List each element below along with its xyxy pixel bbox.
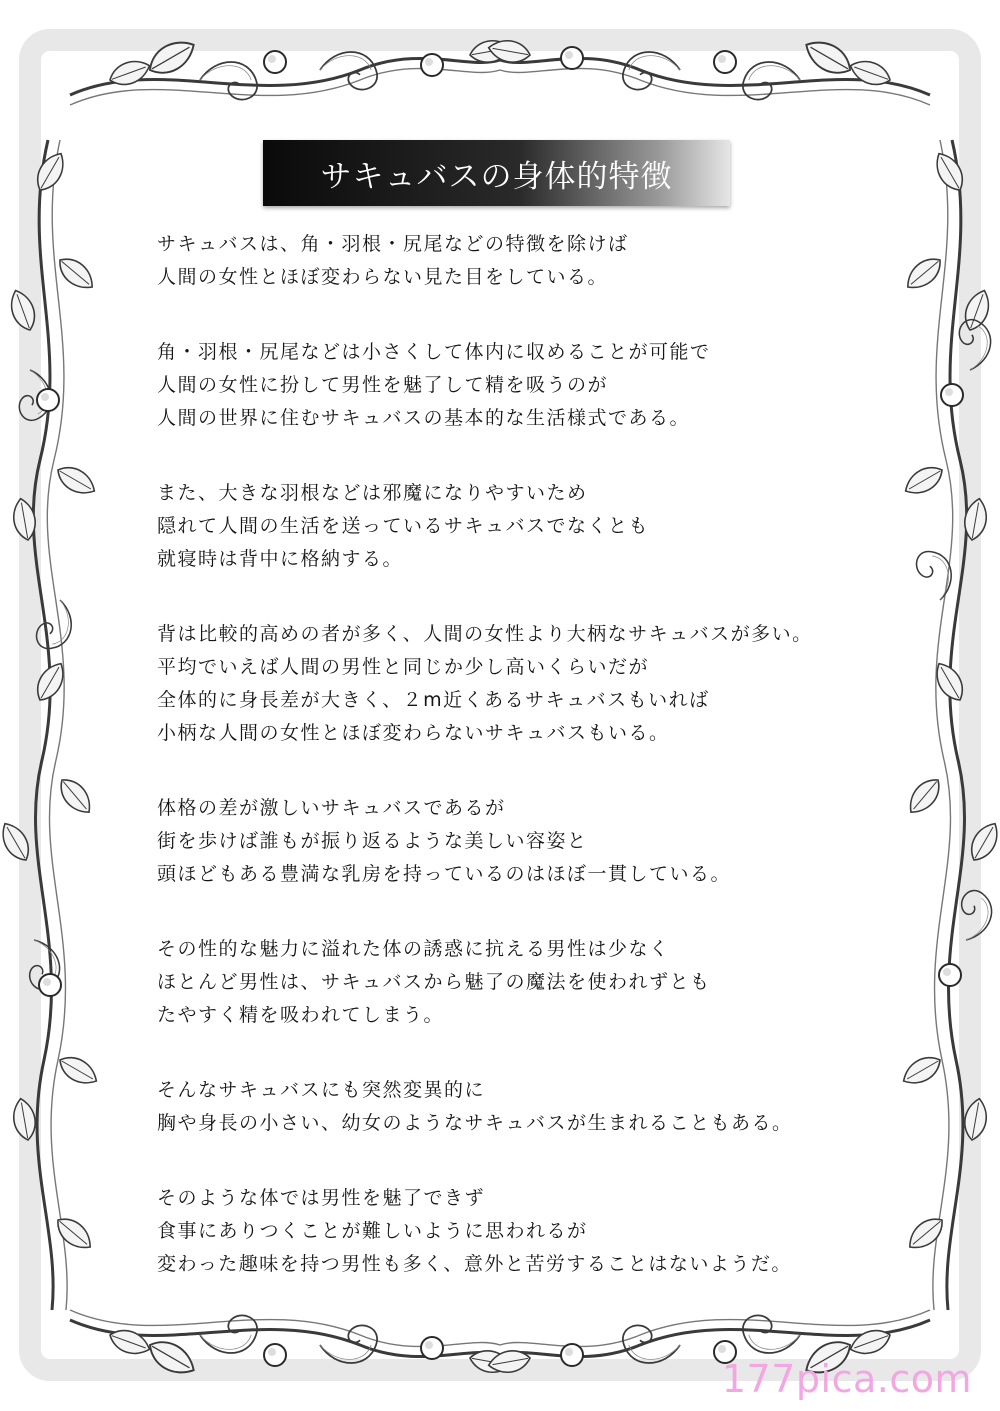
- paragraph-3: [157, 477, 857, 576]
- text-line: 変わった趣味を持つ男性も多く、意外と苦労することはないようだ。: [157, 1253, 792, 1275]
- text-line: 人間の世界に住むサキュバスの基本的な生活様式である。: [157, 407, 691, 429]
- text-line: 街を歩けば誰もが振り返るような美しい容姿と: [157, 830, 588, 852]
- text-line: 人間の女性とほぼ変わらない見た目をしている。: [157, 266, 609, 288]
- text-line: そんなサキュバスにも突然変異的に: [157, 1079, 486, 1101]
- text-line: また、大きな羽根などは邪魔になりやすいため: [157, 482, 588, 504]
- text-line: 頭ほどもある豊満な乳房を持っているのはほぼ一貫している。: [157, 863, 732, 885]
- paragraph-7: [157, 1074, 857, 1140]
- watermark: 177pica.com: [721, 1357, 972, 1401]
- text-line: そのような体では男性を魅了できず: [157, 1187, 486, 1209]
- text-line: 食事にありつくことが難しいように思われるが: [157, 1220, 588, 1242]
- text-line: たやすく精を吸われてしまう。: [157, 1004, 445, 1026]
- paragraph-4: [157, 618, 857, 750]
- title-banner: [263, 140, 730, 206]
- text-line: 隠れて人間の生活を送っているサキュバスでなくとも: [157, 515, 650, 537]
- text-line: 小柄な人間の女性とほぼ変わらないサキュバスもいる。: [157, 722, 670, 744]
- text-line: 全体的に身長差が大きく、２m近くあるサキュバスもいれば: [157, 689, 710, 711]
- paragraph-1: [157, 228, 857, 294]
- paragraph-5: [157, 792, 857, 891]
- text-line: 胸や身長の小さい、幼女のようなサキュバスが生まれることもある。: [157, 1112, 793, 1134]
- text-line: 体格の差が激しいサキュバスであるが: [157, 797, 506, 819]
- page-title: サキュバスの身体的特徴: [320, 158, 673, 195]
- paragraph-6: [157, 933, 857, 1032]
- body-text: [157, 228, 857, 1323]
- text-line: サキュバスは、角・羽根・尻尾などの特徴を除けば: [157, 233, 629, 255]
- text-line: ほとんど男性は、サキュバスから魅了の魔法を使われずとも: [157, 971, 711, 993]
- text-line: 就寝時は背中に格納する。: [157, 548, 404, 570]
- text-line: 角・羽根・尻尾などは小さくして体内に収めることが可能で: [157, 341, 711, 363]
- text-line: 背は比較的高めの者が多く、人間の女性より大柄なサキュバスが多い。: [157, 623, 813, 645]
- text-line: 人間の女性に扮して男性を魅了して精を吸うのが: [157, 374, 609, 396]
- paragraph-8: [157, 1182, 857, 1281]
- paragraph-2: [157, 336, 857, 435]
- text-line: その性的な魅力に溢れた体の誘惑に抗える男性は少なく: [157, 938, 670, 960]
- text-line: 平均でいえば人間の男性と同じか少し高いくらいだが: [157, 656, 650, 678]
